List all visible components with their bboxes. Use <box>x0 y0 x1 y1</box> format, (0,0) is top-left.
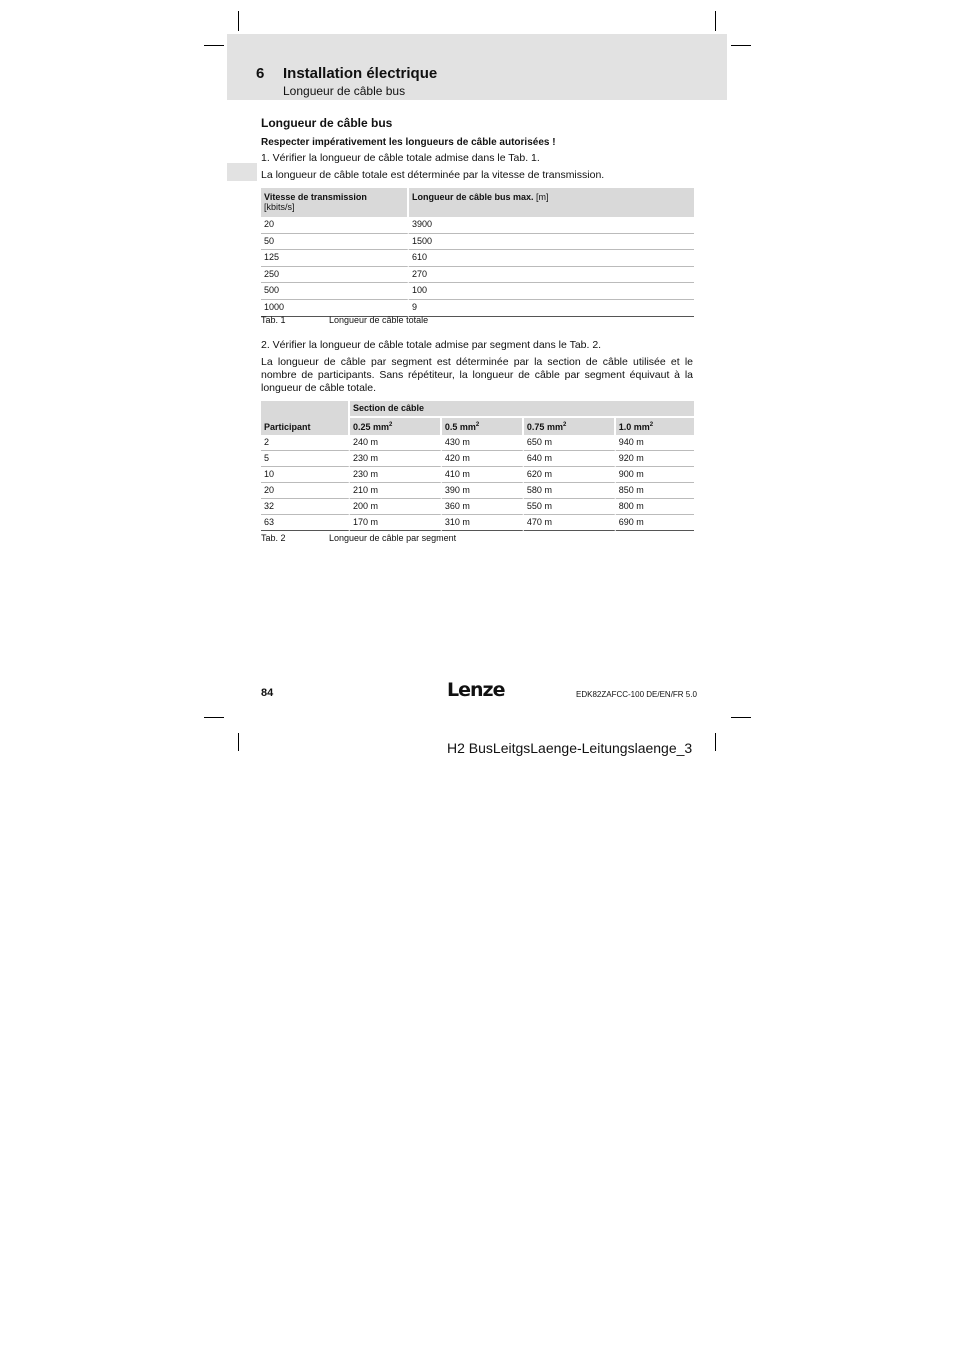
crop-mark <box>731 717 751 718</box>
header-section-075 <box>524 416 616 435</box>
table-cell: 170 m <box>350 515 442 531</box>
table-row <box>261 467 694 483</box>
header-speed-unit: [kbits/s] <box>264 202 295 212</box>
table-row <box>261 499 694 515</box>
table-cell: 410 m <box>442 467 524 483</box>
table-row <box>261 234 694 251</box>
header-length: Longueur de câble bus max. <box>412 192 534 202</box>
table-cell: 620 m <box>524 467 616 483</box>
section-label: 0.25 mm <box>353 422 390 432</box>
table-row <box>261 515 694 531</box>
superscript: 2 <box>562 422 567 428</box>
table1-caption-text: Longueur de câble totale <box>329 315 429 325</box>
table-cell: 690 m <box>616 515 694 531</box>
table-cell: 360 m <box>442 499 524 515</box>
table2-caption-label: Tab. 2 <box>261 533 286 543</box>
table-cell: 650 m <box>524 435 616 451</box>
header-section-10 <box>616 416 694 435</box>
table-row <box>261 483 694 499</box>
document-reference: EDK82ZAFCC-100 DE/EN/FR 5.0 <box>576 690 697 699</box>
table-row <box>261 267 694 284</box>
table-cell: 5 <box>261 451 350 467</box>
chapter-number: 6 <box>256 65 265 82</box>
page-number: 84 <box>261 687 274 699</box>
table-cell: 430 m <box>442 435 524 451</box>
table-cell: 9 <box>409 300 694 317</box>
header-section-05 <box>442 416 524 435</box>
table-cell: 500 <box>261 283 409 300</box>
table-segment-length <box>261 401 694 531</box>
crop-mark <box>715 733 716 751</box>
table-cell: 20 <box>261 217 409 234</box>
table-cell: 125 <box>261 250 409 267</box>
table-cell: 1000 <box>261 300 409 317</box>
table-cell: 20 <box>261 483 350 499</box>
paragraph-2: La longueur de câble par segment est déterminée par la section de câble utilisée et le nombre de participants. Sans répétiteur, la longueur de câble par segment équivaut à la longueur de câble totale. <box>261 356 693 394</box>
crop-mark <box>731 45 751 46</box>
step-1: 1. Vérifier la longueur de câble totale admise dans le Tab. 1. <box>261 152 540 164</box>
chapter-title: Installation électrique <box>283 65 438 82</box>
section-title: Longueur de câble bus <box>261 116 393 130</box>
table-row <box>261 250 694 267</box>
table-cell: 850 m <box>616 483 694 499</box>
table-cell: 250 <box>261 267 409 284</box>
superscript: 2 <box>389 422 393 428</box>
chapter-subtitle: Longueur de câble bus <box>283 84 406 98</box>
step-2: 2. Vérifier la longueur de câble totale admise par segment dans le Tab. 2. <box>261 339 602 351</box>
crop-mark <box>715 11 716 31</box>
table-cell: 420 m <box>442 451 524 467</box>
header-section-025 <box>350 416 442 435</box>
table-cell: 940 m <box>616 435 694 451</box>
table-cell: 32 <box>261 499 350 515</box>
table-cell: 50 <box>261 234 409 251</box>
table-cell: 210 m <box>350 483 442 499</box>
table-header-cell <box>409 188 694 217</box>
table-header-row <box>261 188 694 217</box>
table-cell: 240 m <box>350 435 442 451</box>
header-participant: Participant <box>261 401 350 435</box>
table-cell: 580 m <box>524 483 616 499</box>
section-label: 0.5 mm <box>444 422 476 432</box>
table-cell: 900 m <box>616 467 694 483</box>
header-cable-section: Section de câble <box>350 401 694 416</box>
table-header-cell <box>261 188 409 217</box>
table-cell: 640 m <box>524 451 616 467</box>
table-cell: 100 <box>409 283 694 300</box>
side-tab-marker <box>227 163 257 181</box>
table1-caption-label: Tab. 1 <box>261 315 286 325</box>
warning-text: Respecter impérativement les longueurs de câble autorisées ! <box>261 137 556 148</box>
section-label: 0.75 mm <box>526 422 563 432</box>
table-cell: 550 m <box>524 499 616 515</box>
table-row <box>261 283 694 300</box>
table-row <box>261 451 694 467</box>
table-cell: 470 m <box>524 515 616 531</box>
table-row <box>261 435 694 451</box>
table-cell: 200 m <box>350 499 442 515</box>
table-cell: 390 m <box>442 483 524 499</box>
section-label: 1.0 mm <box>618 422 650 432</box>
table2-caption-text: Longueur de câble par segment <box>329 533 457 543</box>
footer-tag: H2 BusLeitgsLaenge-Leitungslaenge_3 <box>447 740 693 756</box>
superscript: 2 <box>649 422 654 428</box>
paragraph-1: La longueur de câble totale est déterminée par la vitesse de transmission. <box>261 169 605 181</box>
superscript: 2 <box>475 422 480 428</box>
table-header-row <box>261 401 694 416</box>
table-cell: 610 <box>409 250 694 267</box>
lenze-logo: Lenze <box>447 679 505 701</box>
table-cell: 310 m <box>442 515 524 531</box>
crop-mark <box>204 45 224 46</box>
crop-mark <box>238 733 239 751</box>
table-transmission-rate <box>261 188 694 317</box>
table-cell: 230 m <box>350 467 442 483</box>
table-row <box>261 217 694 234</box>
table-cell: 2 <box>261 435 350 451</box>
table-cell: 230 m <box>350 451 442 467</box>
crop-mark <box>238 11 239 31</box>
table-cell: 63 <box>261 515 350 531</box>
table-cell: 800 m <box>616 499 694 515</box>
header-length-unit: [m] <box>533 192 549 202</box>
table-cell: 3900 <box>409 217 694 234</box>
table-cell: 920 m <box>616 451 694 467</box>
crop-mark <box>204 717 224 718</box>
table-cell: 10 <box>261 467 350 483</box>
table-cell: 1500 <box>409 234 694 251</box>
table-cell: 270 <box>409 267 694 284</box>
table-row <box>261 300 694 317</box>
header-speed: Vitesse de transmission <box>264 192 367 202</box>
